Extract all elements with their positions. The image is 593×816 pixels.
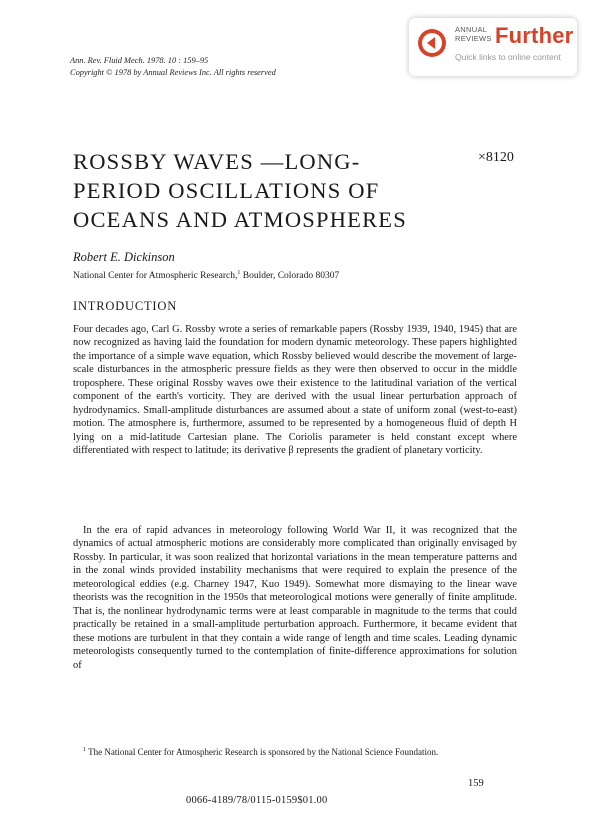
article-code: 0066-4189/78/0115-0159$01.00 — [186, 795, 328, 806]
citation-line-1: Ann. Rev. Fluid Mech. 1978. 10 : 159–95 — [70, 56, 209, 65]
further-subtitle: Quick links to online content — [455, 52, 561, 62]
title-line-2: PERIOD OSCILLATIONS OF — [73, 178, 380, 203]
body-paragraph-2: In the era of rapid advances in meteorology following World War II, it was recognized that the dynamics of actual atmospheric motions are considerably more complicated than originally envisaged by Rossby. In particular, it was soon realized that horizontal variations in the mean temperature patterns and in the zonal winds provided instability mechanisms that were required to explain the presence of the meteorological eddies (e.g. Charney 1947, Kuo 1949). Somewhat more dismaying to the linear wave theorists was the recognition in the 1950s that meteorological motions were generally of finite amplitude. That is, the nonlinear hydrodynamic terms were at least comparable in magnitude to the terms that could practically be retained in a small-amplitude perturbation approach. Furthermore, it became evident that these motions are turbulent in that they contain a wide range of length and time scales. Leading dynamic meteorologists consequently turned to the contemplation of finite-difference approximations for solution of — [73, 525, 517, 671]
further-title: Further — [495, 23, 574, 48]
article-title — [73, 147, 463, 234]
citation-line-2: Copyright © 1978 by Annual Reviews Inc. All rights reserved — [70, 68, 276, 77]
author-name: Robert E. Dickinson — [73, 250, 175, 264]
footnote: $^1$ The National Center for Atmospheric Research is sponsored by the National Science Foundation. — [83, 747, 439, 757]
article-number: ×8120 — [478, 150, 514, 165]
body-paragraph-1: Four decades ago, Carl G. Rossby wrote a series of remarkable papers (Rossby 1939, 1940, 1945) that are now recognized as having laid the foundation for modern dynamic meteorology. These papers highlighted the importance of a simple wave equation, which Rossby believed would describe the movement of large-scale disturbances in the atmospheric pressure fields as they were then observed to occur in the middle troposphere. These original Rossby waves owe their existence to the latitudinal variation of the vertical component of the earth's vorticity. They are derived with the usual linear perturbation approach of hydrodynamics. Small-amplitude disturbances are assumed about a state of uniform zonal (west-to-east) motion. The atmosphere is, furthermore, assumed to be represented by a homogeneous fluid of depth H lying on a mid-latitude Cartesian plane. The Coriolis parameter is held constant except where differentiated with respect to latitude; its derivative β represents the gradient of planetary vorticity. — [73, 324, 517, 457]
author-affiliation: National Center for Atmospheric Research,$^1$ Boulder, Colorado 80307 — [73, 270, 340, 282]
journal-citation — [70, 55, 276, 79]
further-badge[interactable] — [409, 18, 577, 76]
title-line-3: OCEANS AND ATMOSPHERES — [73, 207, 407, 232]
page-number: 159 — [468, 778, 484, 789]
annual-reviews-label: ANNUAL REVIEWS — [455, 25, 492, 43]
section-heading: INTRODUCTION — [73, 299, 178, 313]
title-line-1: ROSSBY WAVES —LONG- — [73, 149, 361, 174]
arrow-left-circle-icon — [417, 28, 447, 58]
